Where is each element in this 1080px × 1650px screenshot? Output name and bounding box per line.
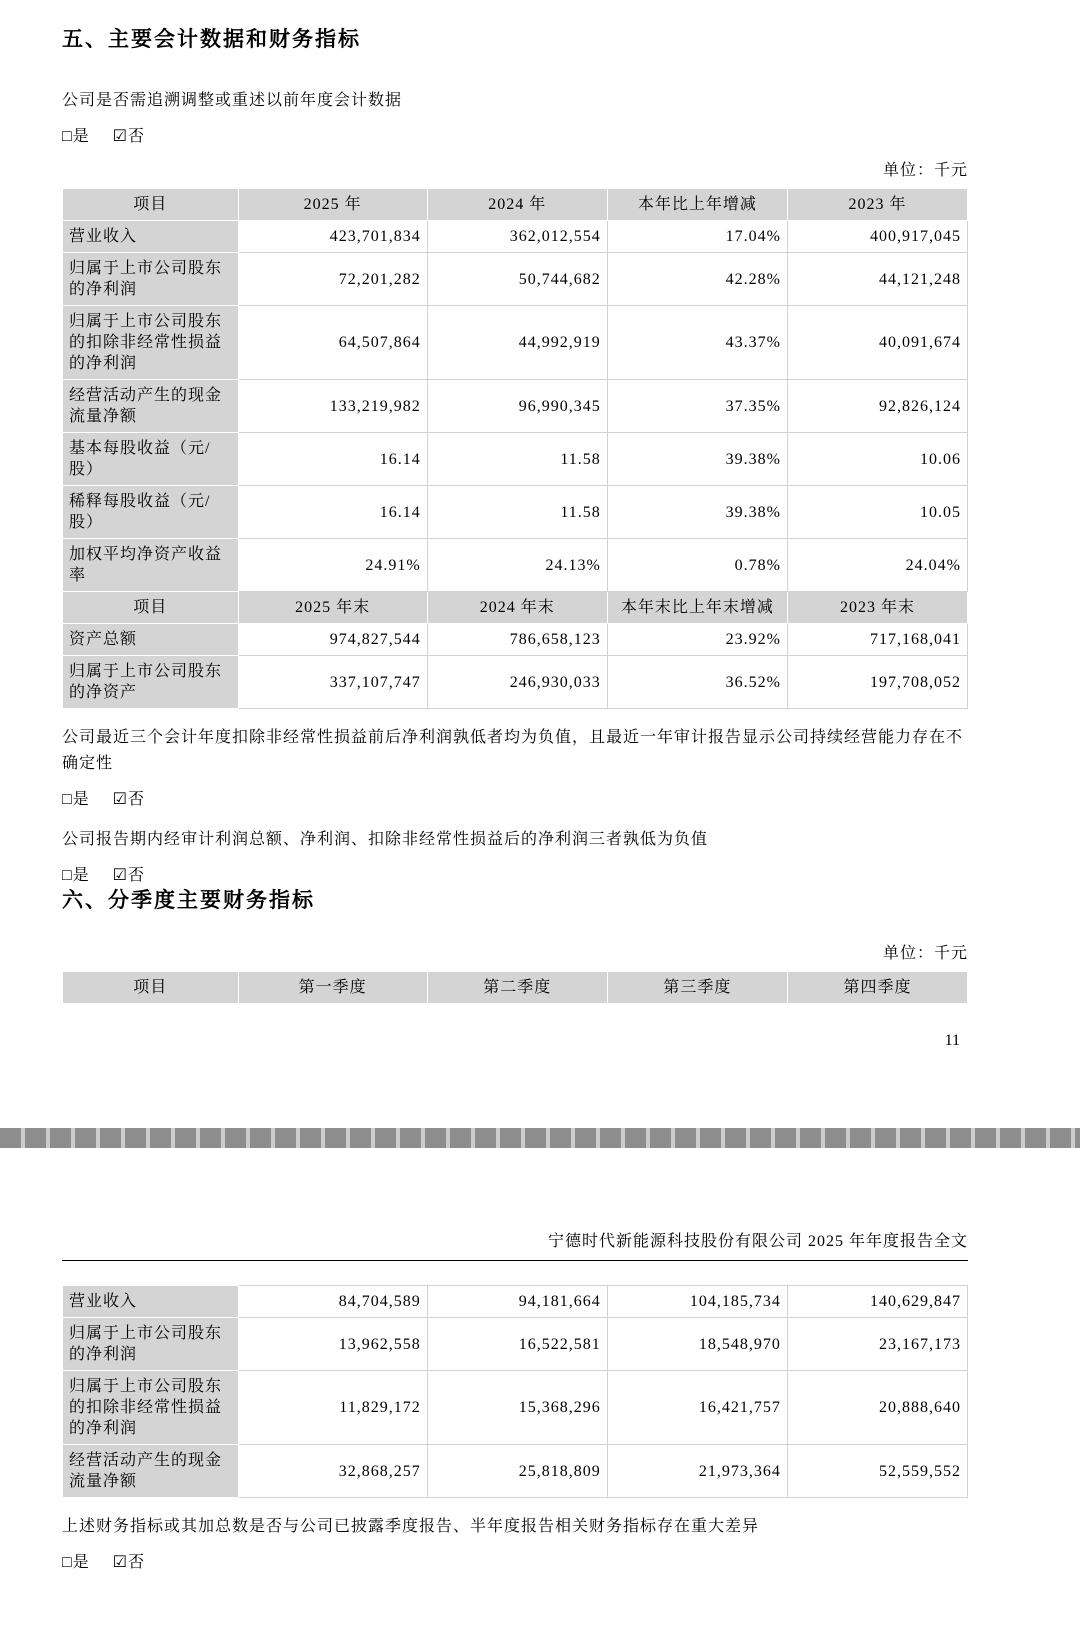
value-cell: 11.58: [427, 433, 607, 486]
table-header-cell: 2024 年末: [427, 592, 607, 624]
report-title-header: 宁德时代新能源科技股份有限公司 2025 年年度报告全文: [547, 1233, 968, 1250]
value-cell: 94,181,664: [427, 1286, 607, 1318]
table-row: [63, 306, 968, 380]
value-cell: 32,868,257: [238, 1445, 427, 1498]
table-header-cell: 2023 年: [787, 189, 967, 221]
table-header-row: [63, 972, 968, 1004]
row-label-cell: 归属于上市公司股东的净利润: [63, 1318, 239, 1371]
table-header-cell: 2023 年末: [787, 592, 967, 624]
table-row: [63, 486, 968, 539]
value-cell: 246,930,033: [427, 656, 607, 709]
row-label-cell: 营业收入: [63, 221, 239, 253]
note-quarterly-difference: 上述财务指标或其加总数是否与公司已披露季度报告、半年度报告相关财务指标存在重大差异: [62, 1518, 760, 1535]
quarterly-difference-checkline: [62, 1552, 968, 1574]
value-cell: 16.14: [238, 486, 427, 539]
value-cell: 16.14: [238, 433, 427, 486]
table-row: [63, 1371, 968, 1445]
row-label-cell: 基本每股收益（元/股）: [63, 433, 239, 486]
table-header-row: [63, 592, 968, 624]
value-cell: 24.04%: [787, 539, 967, 592]
value-cell: 25,818,809: [427, 1445, 607, 1498]
value-cell: 337,107,747: [238, 656, 427, 709]
checkbox-yes-unchecked: □是: [62, 1554, 90, 1571]
value-cell: 24.13%: [427, 539, 607, 592]
value-cell: 44,992,919: [427, 306, 607, 380]
table-header-cell: 第一季度: [238, 972, 427, 1004]
unit-label: 单位：千元: [882, 945, 968, 962]
page-separator: [0, 1128, 1080, 1148]
value-cell: 39.38%: [607, 486, 787, 539]
value-cell: 104,185,734: [607, 1286, 787, 1318]
negative-profit-checkline: [62, 789, 968, 811]
value-cell: 72,201,282: [238, 253, 427, 306]
row-label-cell: 稀释每股收益（元/股）: [63, 486, 239, 539]
value-cell: 37.35%: [607, 380, 787, 433]
row-label-cell: 经营活动产生的现金流量净额: [63, 1445, 239, 1498]
table-row: [63, 380, 968, 433]
value-cell: 42.28%: [607, 253, 787, 306]
value-cell: 717,168,041: [787, 624, 967, 656]
table-header-cell: 第二季度: [427, 972, 607, 1004]
row-label-cell: 归属于上市公司股东的扣除非经常性损益的净利润: [63, 1371, 239, 1445]
table-row: [63, 539, 968, 592]
value-cell: 197,708,052: [787, 656, 967, 709]
row-label-cell: 营业收入: [63, 1286, 239, 1318]
checkbox-no-checked: ☑否: [112, 791, 146, 808]
value-cell: 362,012,554: [427, 221, 607, 253]
value-cell: 23,167,173: [787, 1318, 967, 1371]
value-cell: 43.37%: [607, 306, 787, 380]
row-label-cell: 归属于上市公司股东的净资产: [63, 656, 239, 709]
value-cell: 24.91%: [238, 539, 427, 592]
value-cell: 50,744,682: [427, 253, 607, 306]
value-cell: 23.92%: [607, 624, 787, 656]
table-row: [63, 656, 968, 709]
value-cell: 400,917,045: [787, 221, 967, 253]
value-cell: 52,559,552: [787, 1445, 967, 1498]
table-row: [63, 433, 968, 486]
table-header-cell: 项目: [63, 972, 239, 1004]
table-row: [63, 624, 968, 656]
table-header-cell: 2025 年: [238, 189, 427, 221]
value-cell: 10.06: [787, 433, 967, 486]
table-header-cell: 项目: [63, 592, 239, 624]
table-header-cell: 2024 年: [427, 189, 607, 221]
table-header-cell: 本年末比上年末增减: [607, 592, 787, 624]
section-5-title: 五、主要会计数据和财务指标: [62, 28, 361, 51]
value-cell: 96,990,345: [427, 380, 607, 433]
table-row: [63, 221, 968, 253]
table-header-cell: 第四季度: [787, 972, 967, 1004]
table-row: [63, 1445, 968, 1498]
value-cell: 15,368,296: [427, 1371, 607, 1445]
table-header-cell: 项目: [63, 189, 239, 221]
checkbox-no-checked: ☑否: [112, 867, 146, 884]
value-cell: 84,704,589: [238, 1286, 427, 1318]
quarterly-indicators-data-table: [62, 1285, 968, 1498]
value-cell: 39.38%: [607, 433, 787, 486]
section-6-title: 六、分季度主要财务指标: [62, 889, 315, 912]
table-header-cell: 本年比上年增减: [607, 189, 787, 221]
restate-checkline: [62, 126, 968, 148]
checkbox-no-checked: ☑否: [112, 128, 146, 145]
table-row: [63, 1286, 968, 1318]
row-label-cell: 归属于上市公司股东的扣除非经常性损益的净利润: [63, 306, 239, 380]
table-header-cell: 第三季度: [607, 972, 787, 1004]
annual-indicators-table: [62, 188, 968, 709]
report-page-2: [0, 1148, 1080, 1650]
note-audited-profit: 公司报告期内经审计利润总额、净利润、扣除非经常性损益后的净利润三者孰低为负值: [62, 831, 709, 848]
header-rule: [62, 1260, 968, 1261]
row-label-cell: 加权平均净资产收益率: [63, 539, 239, 592]
row-label-cell: 资产总额: [63, 624, 239, 656]
value-cell: 0.78%: [607, 539, 787, 592]
value-cell: 11,829,172: [238, 1371, 427, 1445]
value-cell: 13,962,558: [238, 1318, 427, 1371]
checkbox-yes-unchecked: □是: [62, 867, 90, 884]
value-cell: 64,507,864: [238, 306, 427, 380]
value-cell: 18,548,970: [607, 1318, 787, 1371]
value-cell: 40,091,674: [787, 306, 967, 380]
value-cell: 17.04%: [607, 221, 787, 253]
table-row: [63, 253, 968, 306]
restate-question: 公司是否需追溯调整或重述以前年度会计数据: [62, 92, 403, 109]
value-cell: 36.52%: [607, 656, 787, 709]
table-header-cell: 2025 年末: [238, 592, 427, 624]
note-negative-profit: 公司最近三个会计年度扣除非经常性损益前后净利润孰低者均为负值，且最近一年审计报告显示公司持续经营能力存在不确定性: [62, 729, 964, 772]
value-cell: 423,701,834: [238, 221, 427, 253]
value-cell: 92,826,124: [787, 380, 967, 433]
value-cell: 16,522,581: [427, 1318, 607, 1371]
value-cell: 20,888,640: [787, 1371, 967, 1445]
value-cell: 786,658,123: [427, 624, 607, 656]
row-label-cell: 经营活动产生的现金流量净额: [63, 380, 239, 433]
table-header-row: [63, 189, 968, 221]
checkbox-yes-unchecked: □是: [62, 791, 90, 808]
value-cell: 21,973,364: [607, 1445, 787, 1498]
value-cell: 140,629,847: [787, 1286, 967, 1318]
checkbox-yes-unchecked: □是: [62, 128, 90, 145]
table-row: [63, 1318, 968, 1371]
value-cell: 44,121,248: [787, 253, 967, 306]
checkbox-no-checked: ☑否: [112, 1554, 146, 1571]
value-cell: 10.05: [787, 486, 967, 539]
value-cell: 11.58: [427, 486, 607, 539]
page-number: 11: [944, 1032, 960, 1049]
value-cell: 974,827,544: [238, 624, 427, 656]
unit-label: 单位：千元: [882, 162, 968, 179]
row-label-cell: 归属于上市公司股东的净利润: [63, 253, 239, 306]
audited-profit-checkline: [62, 865, 968, 887]
quarterly-indicators-header-table: [62, 971, 968, 1004]
value-cell: 133,219,982: [238, 380, 427, 433]
value-cell: 16,421,757: [607, 1371, 787, 1445]
